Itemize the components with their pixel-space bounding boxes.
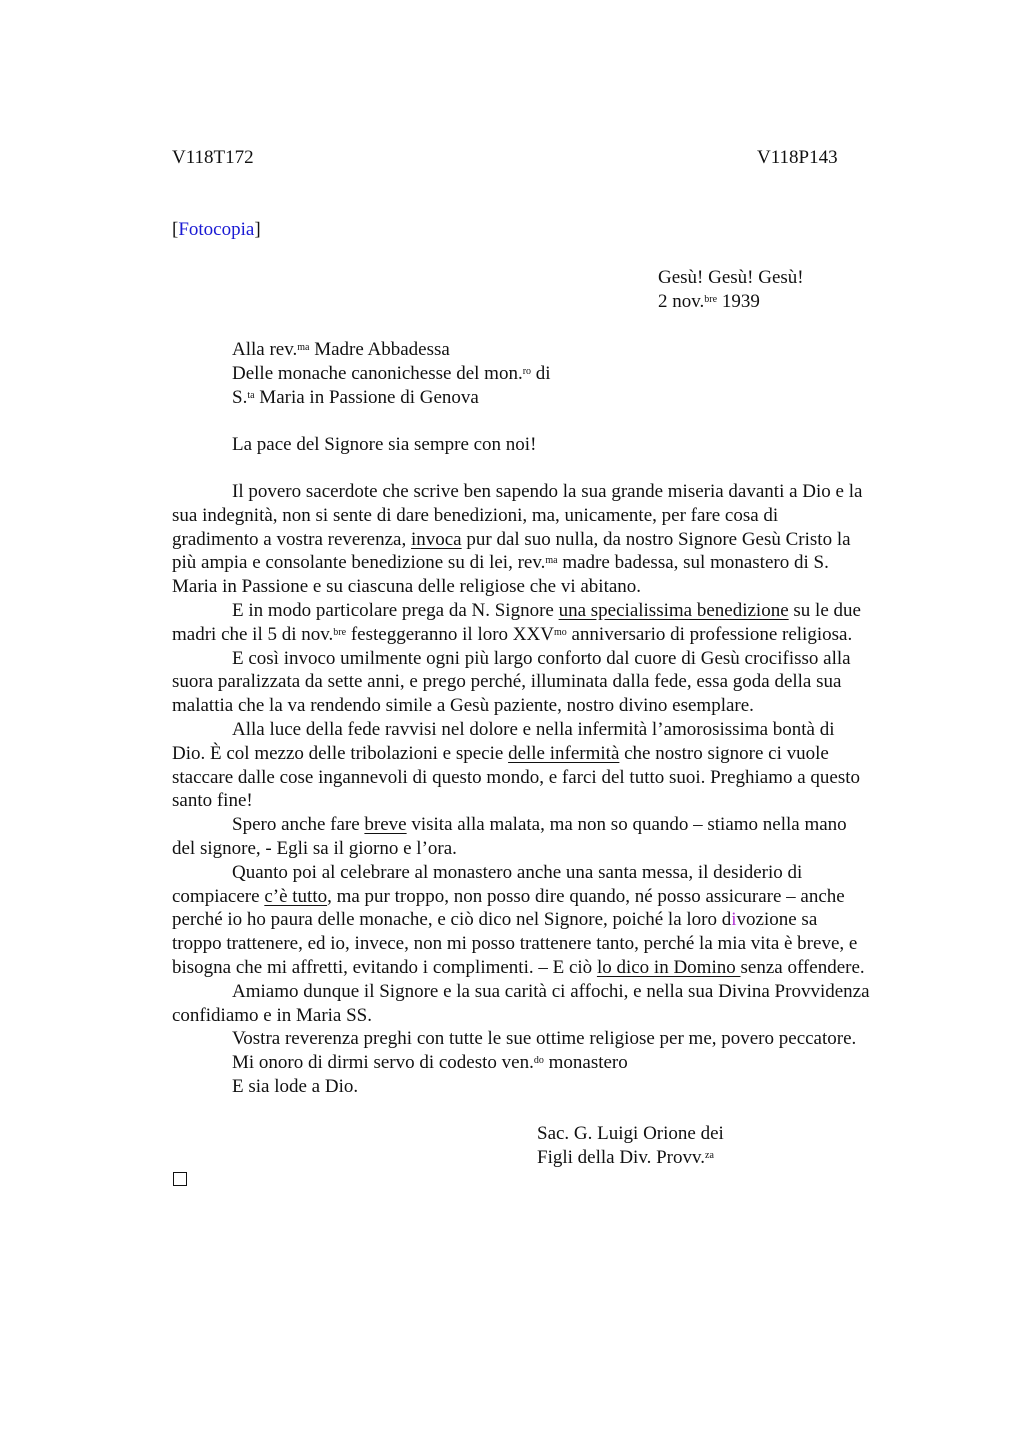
- doc-code-left: V118T172: [172, 147, 254, 168]
- body-line: [172, 885, 932, 909]
- address-text: Madre Abbadessa: [309, 339, 450, 360]
- underlined-text: c’è tutto: [264, 885, 328, 907]
- body-line: del signore, - Egli sa il giorno e l’ora.: [172, 837, 457, 859]
- body-line: troppo trattenere, ed io, invece, non mi posso trattenere tanto, perché la mia vita è breve, e: [172, 933, 858, 955]
- signature-text: Figli della Div. Provv.: [537, 1147, 706, 1168]
- text-span: madre badessa, sul monastero di S.: [557, 552, 829, 574]
- superscript: bre: [333, 626, 347, 638]
- text-span: madri che il 5 di nov.: [172, 623, 334, 645]
- address-text: Delle monache canonichesse del mon.: [232, 363, 523, 384]
- address-sup: ma: [297, 342, 310, 353]
- text-span: visita alla malata, ma non so quando – stiamo nella mano: [406, 814, 847, 836]
- body-line: Amiamo dunque il Signore e la sua carità ci affochi, e nella sua Divina Provvidenza: [232, 980, 870, 1002]
- address-line-2: [232, 362, 551, 386]
- photocopy-note: [172, 218, 261, 242]
- text-span: Spero anche fare: [232, 814, 365, 836]
- body-line: Il povero sacerdote che scrive ben sapendo la sua grande miseria davanti a Dio e la: [232, 481, 863, 502]
- body-line: santo fine!: [172, 790, 253, 812]
- date-sup: bre: [704, 294, 718, 305]
- text-span: Mi onoro di dirmi servo di codesto ven.: [232, 1052, 534, 1074]
- text-span: Dio. È col mezzo delle tribolazioni e specie: [172, 742, 509, 764]
- superscript: mo: [553, 626, 567, 638]
- body-line: sua indegnità, non si sente di dare benedizioni, ma, unicamente, per fare cosa di: [172, 504, 779, 526]
- text-span: perché io ho paura delle monache, e ciò dico nel Signore, poiché la loro d: [172, 909, 732, 931]
- signature-line-2: [537, 1146, 714, 1170]
- letter-body: [172, 480, 932, 1099]
- text-span: monastero: [543, 1052, 628, 1074]
- body-line: staccare dalle cose ingannevoli di questo mondo, e farci del tutto suoi. Preghiamo a questo: [172, 766, 861, 788]
- address-text: Alla rev.: [232, 339, 298, 360]
- text-span: pur dal suo nulla, da nostro Signore Gesù Cristo la: [461, 528, 851, 550]
- body-line: Maria in Passione e su ciascuna delle religiose che vi abitano.: [172, 576, 642, 598]
- body-line: E così invoco umilmente ogni più largo conforto dal cuore di Gesù crocifisso alla: [232, 647, 851, 669]
- body-line: Quanto poi al celebrare al monastero anche una santa messa, il desiderio di: [232, 861, 803, 883]
- text-span: senza offendere.: [740, 956, 865, 978]
- letter-date: [658, 290, 760, 314]
- body-line: [172, 528, 932, 552]
- underlined-text: invoca: [410, 528, 462, 550]
- superscript: do: [533, 1055, 544, 1067]
- text-span: gradimento a vostra reverenza,: [172, 528, 411, 550]
- address-sup: ro: [522, 366, 532, 377]
- bracket-open: [: [172, 219, 179, 240]
- text-span: su le due: [788, 599, 861, 621]
- body-line: [172, 742, 932, 766]
- text-span: anniversario di professione religiosa.: [566, 623, 853, 645]
- underlined-text: lo dico in Domino: [596, 956, 741, 978]
- body-line: confidiamo e in Maria SS.: [172, 1004, 372, 1026]
- underlined-text: una specialissima benedizione: [558, 599, 789, 621]
- text-span: bisogna che mi affretti, evitando i complimenti. – E ciò: [172, 956, 597, 978]
- body-line: Vostra reverenza preghi con tutte le sue ottime religiose per me, povero peccatore.: [232, 1028, 857, 1050]
- address-text: di: [531, 363, 551, 384]
- photocopy-label: Fotocopia: [178, 219, 255, 240]
- signature-sup: za: [705, 1150, 714, 1161]
- address-text: S.: [232, 387, 248, 408]
- text-span: vozione sa: [736, 909, 818, 931]
- text-span: E in modo particolare prega da N. Signore: [232, 599, 559, 621]
- body-line: [172, 551, 932, 575]
- date-text: 2 nov.: [658, 291, 705, 312]
- body-line: E sia lode a Dio.: [232, 1075, 359, 1097]
- body-line: malattia che la va rendendo simile a Gesù paziente, nostro divino esemplare.: [172, 695, 754, 717]
- body-line: suora paralizzata da sette anni, e prego perché, illuminata dalla fede, essa goda della sua: [172, 671, 842, 693]
- address-line-3: [232, 386, 479, 410]
- checkbox-icon[interactable]: [173, 1172, 187, 1186]
- doc-code-right: V118P143: [757, 147, 838, 168]
- signature-line-1: Sac. G. Luigi Orione dei: [537, 1123, 724, 1144]
- underlined-text: breve: [364, 814, 407, 836]
- body-line: [172, 813, 932, 837]
- text-span: compiacere: [172, 885, 265, 907]
- invocation: Gesù! Gesù! Gesù!: [658, 267, 804, 288]
- body-line: [172, 623, 932, 647]
- date-year: 1939: [717, 291, 760, 312]
- text-span: che nostro signore ci vuole: [619, 742, 829, 764]
- superscript: ma: [545, 555, 558, 567]
- underlined-text: delle infermità: [508, 742, 620, 764]
- greeting: La pace del Signore sia sempre con noi!: [232, 434, 537, 455]
- body-line: [172, 599, 932, 623]
- text-span: , ma pur troppo, non posso dire quando, né posso assicurare – anche: [327, 885, 845, 907]
- body-line: [172, 908, 932, 932]
- address-text: Maria in Passione di Genova: [254, 387, 479, 408]
- bracket-close: ]: [254, 219, 261, 240]
- body-line: [172, 956, 932, 980]
- address-sup: ta: [247, 390, 255, 401]
- text-span: festeggeranno il loro XXV: [346, 623, 554, 645]
- text-span: più ampia e consolante benedizione su di lei, rev.: [172, 552, 546, 574]
- body-line: [172, 1051, 932, 1075]
- address-line-1: [232, 338, 450, 362]
- highlighted-letter: i: [731, 909, 737, 931]
- body-line: Alla luce della fede ravvisi nel dolore e nella infermità l’amorosissima bontà di: [232, 718, 835, 740]
